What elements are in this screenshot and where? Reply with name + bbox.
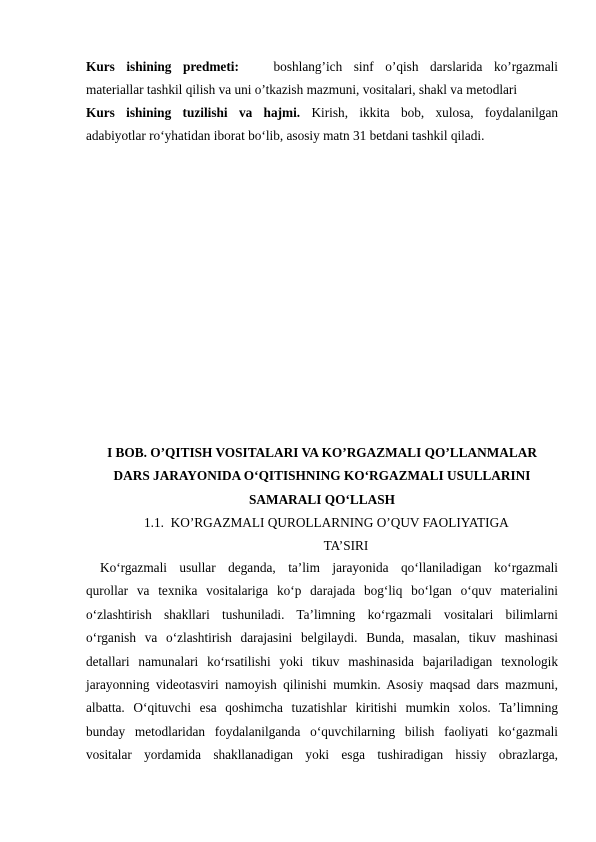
subject-text: boshlang’ich sinf o’qish darslarida ko’rgazmali <box>273 59 559 74</box>
body-line: o‘rganish va o‘zlashtirish darajasini belgilaydi. Bunda, masalan, tikuv mashinasi <box>86 630 558 646</box>
section-title-text: KO’RGAZMALI QUROLLARNING O’QUV FAOLIYATIGA <box>170 515 509 530</box>
body-line: Ko‘rgazmali usullar deganda, ta’lim jarayonida qo‘llaniladigan ko‘rgazmali <box>100 560 558 575</box>
structure-text: Kirish, ikkita bob, xulosa, foydalanilgan <box>311 105 559 120</box>
structure-label: Kurs ishining tuzilishi va hajmi. <box>86 105 301 120</box>
subject-paragraph <box>86 55 558 101</box>
chapter-title-line-2: DARS JARAYONIDA O‘QITISHNING KO‘RGAZMALI USULLARINI <box>113 468 531 484</box>
subject-label: Kurs ishining predmeti: <box>86 59 239 74</box>
body-line: bunday metodlaridan foydalanilganda o‘quvchilarning bilish faoliyati ko‘gazmali <box>86 723 558 739</box>
body-line: vositalar yordamida shakllanadigan yoki esga tushiradigan hissiy obrazlarga, <box>86 747 558 763</box>
section-number: 1.1. <box>144 515 164 530</box>
structure-line-2: adabiyotlar ro‘yhatidan iborat bo‘lib, asosiy matn 31 betdani tashkil qiladi. <box>86 128 485 144</box>
subject-line-1 <box>86 55 558 78</box>
body-line: qurollar va texnika vositalariga ko‘p darajada bog‘liq bo‘lgan o‘quv materialini <box>86 583 558 599</box>
chapter-title-line-3: SAMARALI QO‘LLASH <box>249 491 395 507</box>
structure-line-1 <box>86 101 558 124</box>
body-line: detallari namunalari ko‘rsatilishi yoki tikuv mashinasida bajariladigan texnologik <box>86 653 558 669</box>
section-title-line-2: TA’SIRI <box>323 538 369 553</box>
body-line: jarayonning videotasviri namoyish qilinishi mumkin. Asosiy maqsad dars mazmuni, <box>86 677 558 692</box>
section-title-line-1 <box>144 511 509 534</box>
structure-paragraph <box>86 101 558 147</box>
body-line: o‘zlashtirish shakllari tushuniladi. Ta’limning ko‘rgazmali vositalari bilimlarni <box>86 606 558 622</box>
body-line: albatta. O‘qituvchi esa qoshimcha tuzatishlar kiritishi mumkin xolos. Ta’limning <box>86 700 558 716</box>
chapter-title-line-1: I BOB. O’QITISH VOSITALARI VA KO’RGAZMALI QO’LLANMALAR <box>107 445 537 460</box>
subject-line-2: materiallar tashkil qilish va uni o’tkazish mazmuni, vositalari, shakl va metodlari <box>86 82 518 98</box>
chapter-title <box>86 441 558 511</box>
